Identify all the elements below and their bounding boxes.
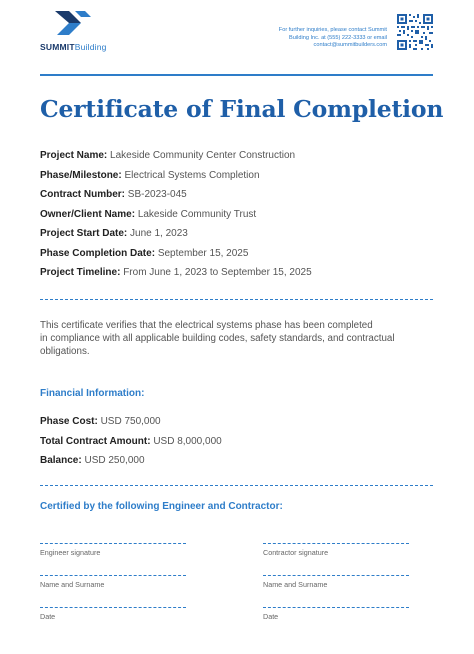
detail-label: Phase Completion Date: [40,247,156,259]
detail-row [40,185,440,205]
engineer-date-line[interactable] [40,607,186,608]
detail-label: Project Name: [40,150,108,161]
detail-label: Project Timeline: [40,267,121,278]
engineer-signature-line[interactable] [40,543,186,544]
engineer-name-line[interactable] [40,575,186,576]
detail-row [40,244,440,264]
document-title: Certificate of Final Completion [40,95,444,123]
detail-value: Electrical Systems Completion [124,169,260,181]
financial-row [40,432,222,452]
statement-line: obligations. [40,346,90,358]
detail-value: Lakeside Community Center Construction [110,150,296,161]
detail-row [40,146,440,166]
section-divider [40,485,433,486]
contractor-name-line[interactable] [263,575,409,576]
engineer-name-label: Name and Surname [40,580,105,589]
project-details [40,146,440,283]
financial-label: Balance: [40,455,82,466]
certification-statement [40,319,410,359]
contact-info [237,27,387,50]
detail-value: September 15, 2025 [157,247,249,259]
contact-line: For further inquiries, please contact Summit [278,27,387,33]
financial-label: Total Contract Amount: [40,435,151,447]
contractor-signature-label: Contractor signature [263,548,329,557]
certification-heading: Certified by the following Engineer and Contractor: [40,501,283,512]
header-divider [40,74,433,76]
brand-name [40,42,107,52]
section-divider [40,299,433,300]
contractor-name-label: Name and Surname [263,580,328,589]
financial-value: USD 250,000 [84,455,145,466]
detail-label: Phase/Milestone: [40,169,122,181]
detail-value: From June 1, 2023 to September 15, 2025 [123,267,312,278]
contact-email: contact@summitbuilders.com [313,42,387,49]
financial-value: USD 750,000 [100,416,161,427]
engineer-signature-label: Engineer signature [40,548,101,557]
qr-code-icon [397,14,433,50]
summit-logo-icon [55,11,91,39]
financial-row [40,451,222,471]
detail-row [40,263,440,283]
detail-label: Owner/Client Name: [40,208,136,220]
financial-info [40,412,222,471]
financial-label: Phase Cost: [40,416,98,427]
detail-label: Contract Number: [40,189,126,200]
detail-label: Project Start Date: [40,228,128,239]
contractor-date-line[interactable] [263,607,409,608]
contractor-signature-line[interactable] [263,543,409,544]
financial-row [40,412,222,432]
statement-line: This certificate verifies that the electrical systems phase has been completed [40,320,373,331]
brand-name-primary: SUMMIT [40,42,75,52]
financial-heading: Financial Information: [40,388,145,399]
contact-line: Building Inc. at (555) 222-3333 or email [289,34,387,41]
brand-name-secondary: Building [74,42,107,52]
detail-value: Lakeside Community Trust [137,208,257,220]
contractor-date-label: Date [263,612,279,621]
engineer-date-label: Date [40,612,56,621]
statement-line: in compliance with all applicable building codes, safety standards, and contractual [40,333,395,345]
detail-value: June 1, 2023 [130,228,188,239]
financial-value: USD 8,000,000 [153,435,222,447]
detail-row [40,205,440,225]
detail-row [40,166,440,186]
detail-row [40,224,440,244]
detail-value: SB-2023-045 [127,189,187,200]
